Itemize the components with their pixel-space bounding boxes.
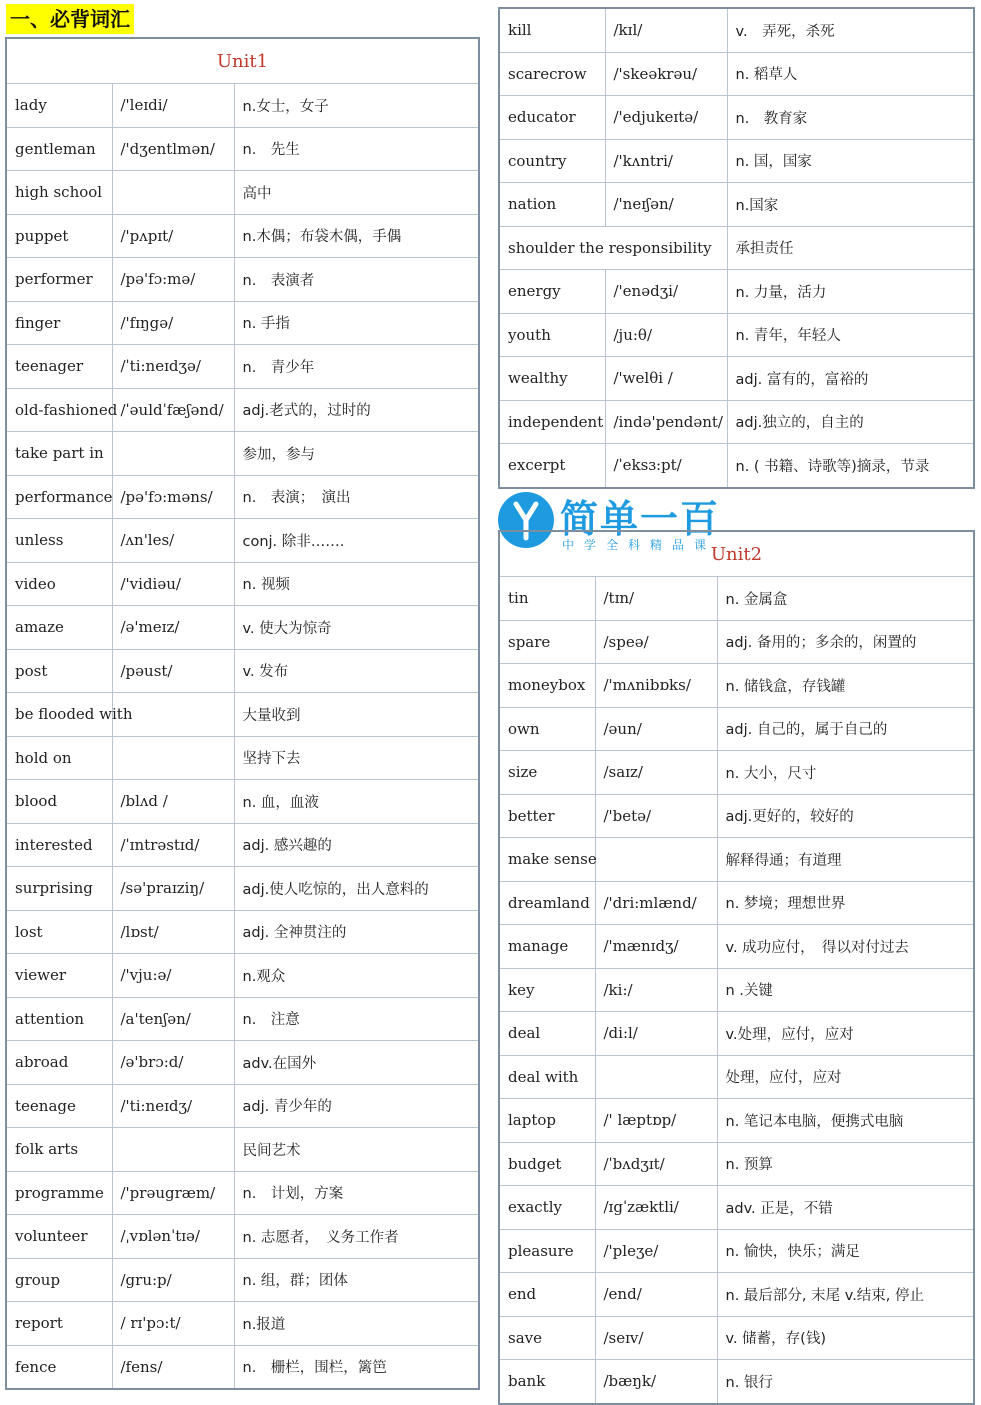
vocab-phonetic: /blʌd / (112, 780, 234, 824)
vocab-row (6, 1345, 479, 1389)
vocab-word: abroad (6, 1041, 112, 1085)
vocab-word: old-fashioned (6, 388, 112, 432)
vocab-word: key (499, 968, 595, 1012)
vocab-phonetic: /lɒst/ (112, 910, 234, 954)
vocab-meaning: n.国家 (727, 183, 974, 227)
section-title: 一、必背词汇 (6, 4, 134, 34)
vocab-word: save (499, 1316, 595, 1360)
vocab-row (6, 1084, 479, 1128)
vocab-row (499, 751, 974, 795)
vocab-word: take part in (6, 432, 112, 476)
vocab-phonetic (112, 432, 234, 476)
vocab-meaning: adj. 备用的；多余的，闲置的 (717, 620, 974, 664)
vocab-row (6, 214, 479, 258)
vocab-phonetic: /'dri:mlænd/ (595, 881, 717, 925)
vocab-row (499, 226, 974, 270)
vocab-meaning: v. 成功应付， 得以对付过去 (717, 925, 974, 969)
vocab-word: deal with (499, 1055, 595, 1099)
vocab-word: kill (499, 8, 605, 52)
vocab-meaning: v. 储蓄，存(钱) (717, 1316, 974, 1360)
vocab-phonetic: /ˈeksɜ:pt/ (605, 444, 727, 488)
vocab-phonetic: / rɪ'pɔ:t/ (112, 1302, 234, 1346)
vocab-word: performer (6, 258, 112, 302)
vocab-row (499, 1273, 974, 1317)
vocab-row (499, 968, 974, 1012)
vocab-word: video (6, 562, 112, 606)
vocab-row (6, 345, 479, 389)
vocab-meaning: n. 表演者 (234, 258, 479, 302)
vocab-word: moneybox (499, 664, 595, 708)
vocab-row (6, 127, 479, 171)
vocab-word: better (499, 794, 595, 838)
vocab-phonetic: /kɪl/ (605, 8, 727, 52)
vocab-meaning: adj. 全神贯注的 (234, 910, 479, 954)
vocab-word: youth (499, 313, 605, 357)
vocab-phonetic: /tɪn/ (595, 577, 717, 621)
vocab-word: nation (499, 183, 605, 227)
vocab-meaning: n. 力量，活力 (727, 270, 974, 314)
vocab-phonetic: /ˈti:neɪdʒə/ (112, 345, 234, 389)
vocab-meaning: n. 手指 (234, 301, 479, 345)
vocab-phonetic: /ˌvɒlənˈtɪə/ (112, 1215, 234, 1259)
vocab-phonetic: /' læptɒp/ (595, 1099, 717, 1143)
vocab-phonetic: /'prəugræm/ (112, 1171, 234, 1215)
vocab-row (6, 258, 479, 302)
vocab-row (499, 313, 974, 357)
vocab-meaning: adj. 感兴趣的 (234, 823, 479, 867)
vocab-row (6, 301, 479, 345)
vocab-meaning: 承担责任 (727, 226, 974, 270)
vocab-meaning: n .关键 (717, 968, 974, 1012)
vocab-word: group (6, 1258, 112, 1302)
vocab-row (499, 444, 974, 488)
vocab-word: wealthy (499, 357, 605, 401)
vocab-row (499, 8, 974, 52)
vocab-phonetic: /əun/ (595, 707, 717, 751)
vocab-word: hold on (6, 736, 112, 780)
vocab-phonetic: /pəust/ (112, 649, 234, 693)
vocab-word: shoulder the responsibility (499, 226, 727, 270)
logo-main-text: 简单一百 (560, 497, 721, 541)
vocab-word: manage (499, 925, 595, 969)
vocab-row (6, 1302, 479, 1346)
vocab-word: high school (6, 171, 112, 215)
vocab-phonetic: /'leɪdi/ (112, 84, 234, 128)
vocab-phonetic: /ʌn'les/ (112, 519, 234, 563)
vocab-word: tin (499, 577, 595, 621)
unit1-vocab-table-continued (498, 7, 975, 489)
vocab-meaning: n.观众 (234, 954, 479, 998)
unit2-title: Unit2 (499, 531, 974, 577)
vocab-meaning: adj.更好的，较好的 (717, 794, 974, 838)
vocab-meaning: n. 教育家 (727, 96, 974, 140)
vocab-meaning: n. 青年，年轻人 (727, 313, 974, 357)
vocab-phonetic (595, 838, 717, 882)
vocab-word: dreamland (499, 881, 595, 925)
vocab-phonetic: /fens/ (112, 1345, 234, 1389)
vocab-word: country (499, 139, 605, 183)
vocab-phonetic: /'vju:ə/ (112, 954, 234, 998)
vocab-meaning: v. 弄死，杀死 (727, 8, 974, 52)
vocab-phonetic: /'edjukeɪtə/ (605, 96, 727, 140)
vocab-word: performance (6, 475, 112, 519)
vocab-meaning: 高中 (234, 171, 479, 215)
vocab-word: end (499, 1273, 595, 1317)
vocab-row (6, 867, 479, 911)
vocab-phonetic: /'mænɪdʒ/ (595, 925, 717, 969)
vocab-row (499, 1186, 974, 1230)
vocab-meaning: n. 笔记本电脑，便携式电脑 (717, 1099, 974, 1143)
vocab-meaning: adj. 青少年的 (234, 1084, 479, 1128)
vocab-row (6, 1041, 479, 1085)
vocab-meaning: 解释得通；有道理 (717, 838, 974, 882)
vocab-word: educator (499, 96, 605, 140)
vocab-row (6, 1258, 479, 1302)
vocab-row (6, 954, 479, 998)
vocab-word: finger (6, 301, 112, 345)
vocab-phonetic: /ˈəuldˈfæʃənd/ (112, 388, 234, 432)
vocab-meaning: n. 表演； 演出 (234, 475, 479, 519)
vocab-row (499, 1142, 974, 1186)
vocab-meaning: n. 大小，尺寸 (717, 751, 974, 795)
vocab-phonetic: /'betə/ (595, 794, 717, 838)
vocab-phonetic: /ˈɪntrəstɪd/ (112, 823, 234, 867)
vocab-meaning: v. 发布 (234, 649, 479, 693)
vocab-word: independent (499, 400, 605, 444)
vocab-row (499, 881, 974, 925)
vocab-row (6, 736, 479, 780)
vocab-word: pleasure (499, 1229, 595, 1273)
vocab-row (6, 84, 479, 128)
vocab-row (499, 96, 974, 140)
vocab-phonetic: /'enədʒi/ (605, 270, 727, 314)
vocab-word: make sense (499, 838, 595, 882)
vocab-row (499, 664, 974, 708)
vocab-word: excerpt (499, 444, 605, 488)
vocab-row (6, 649, 479, 693)
vocab-word: blood (6, 780, 112, 824)
vocab-row (499, 139, 974, 183)
vocab-meaning: n. 银行 (717, 1360, 974, 1404)
vocab-meaning: n. 最后部分, 末尾 v.结束, 停止 (717, 1273, 974, 1317)
vocab-meaning: n. 志愿者， 义务工作者 (234, 1215, 479, 1259)
vocab-phonetic: /'welθi / (605, 357, 727, 401)
unit1-vocab-table (5, 37, 480, 1390)
vocab-meaning: adj.老式的，过时的 (234, 388, 479, 432)
vocab-meaning: 大量收到 (234, 693, 479, 737)
vocab-row (6, 780, 479, 824)
vocab-meaning: adj. 自己的，属于自己的 (717, 707, 974, 751)
vocab-word: lost (6, 910, 112, 954)
vocab-row (499, 52, 974, 96)
vocab-phonetic: /'mʌnibɒks/ (595, 664, 717, 708)
vocab-phonetic: /saɪz/ (595, 751, 717, 795)
vocab-row (6, 997, 479, 1041)
vocab-meaning: n. 国，国家 (727, 139, 974, 183)
vocab-phonetic (112, 1128, 234, 1172)
vocab-phonetic (595, 1055, 717, 1099)
vocab-word: size (499, 751, 595, 795)
vocab-meaning: n. 先生 (234, 127, 479, 171)
vocab-row (499, 270, 974, 314)
vocab-phonetic: /'neɪʃən/ (605, 183, 727, 227)
vocab-word: energy (499, 270, 605, 314)
vocab-phonetic: /ju:θ/ (605, 313, 727, 357)
vocab-row (499, 400, 974, 444)
vocab-meaning: n.女士，女子 (234, 84, 479, 128)
vocab-meaning: n. 稻草人 (727, 52, 974, 96)
vocab-row (6, 562, 479, 606)
vocab-phonetic: /pə'fɔ:mə/ (112, 258, 234, 302)
vocab-row (499, 1360, 974, 1404)
vocab-word: viewer (6, 954, 112, 998)
vocab-meaning: 民间艺术 (234, 1128, 479, 1172)
vocab-word: be flooded with (6, 693, 112, 737)
vocab-row (6, 823, 479, 867)
vocab-meaning: n. 组，群；团体 (234, 1258, 479, 1302)
vocab-row (6, 1128, 479, 1172)
vocab-row (6, 693, 479, 737)
vocab-word: surprising (6, 867, 112, 911)
vocab-meaning: 处理，应付，应对 (717, 1055, 974, 1099)
vocab-phonetic: /'pleʒe/ (595, 1229, 717, 1273)
vocab-row (499, 1099, 974, 1143)
vocab-word: attention (6, 997, 112, 1041)
vocab-row (499, 1316, 974, 1360)
vocab-meaning: 坚持下去 (234, 736, 479, 780)
vocab-phonetic: /sə'praɪziŋ/ (112, 867, 234, 911)
vocab-word: teenage (6, 1084, 112, 1128)
vocab-meaning: v.处理，应付，应对 (717, 1012, 974, 1056)
vocab-word: own (499, 707, 595, 751)
vocab-phonetic: /speə/ (595, 620, 717, 664)
vocab-word: bank (499, 1360, 595, 1404)
vocab-word: laptop (499, 1099, 595, 1143)
vocab-row (499, 925, 974, 969)
vocab-phonetic: /'fɪŋgə/ (112, 301, 234, 345)
vocab-row (499, 707, 974, 751)
vocab-meaning: n. 视频 (234, 562, 479, 606)
vocab-row (499, 357, 974, 401)
vocab-meaning: 参加，参与 (234, 432, 479, 476)
vocab-phonetic: /di:l/ (595, 1012, 717, 1056)
vocab-meaning: adv. 正是，不错 (717, 1186, 974, 1230)
vocab-phonetic: /'skeəkrəu/ (605, 52, 727, 96)
vocab-row (499, 577, 974, 621)
vocab-phonetic: /'ti:neɪdʒ/ (112, 1084, 234, 1128)
vocab-word: folk arts (6, 1128, 112, 1172)
vocab-meaning: adj. 富有的，富裕的 (727, 357, 974, 401)
vocab-meaning: adv.在国外 (234, 1041, 479, 1085)
vocab-meaning: n. 计划，方案 (234, 1171, 479, 1215)
vocab-word: budget (499, 1142, 595, 1186)
vocab-meaning: v. 使大为惊奇 (234, 606, 479, 650)
logo-sub-text: 中学全科精品课 (562, 538, 717, 552)
vocab-row (499, 183, 974, 227)
vocab-word: puppet (6, 214, 112, 258)
vocab-phonetic (112, 736, 234, 780)
vocab-row (6, 910, 479, 954)
vocab-word: spare (499, 620, 595, 664)
vocab-meaning: n. ( 书籍、诗歌等)摘录，节录 (727, 444, 974, 488)
vocab-row (6, 475, 479, 519)
vocab-word: unless (6, 519, 112, 563)
vocab-row (6, 1171, 479, 1215)
vocab-word: exactly (499, 1186, 595, 1230)
vocab-phonetic: /'kʌntri/ (605, 139, 727, 183)
vocab-row (499, 1229, 974, 1273)
vocab-row (6, 432, 479, 476)
vocab-word: gentleman (6, 127, 112, 171)
vocab-meaning: n.木偶；布袋木偶，手偶 (234, 214, 479, 258)
vocab-meaning: conj. 除非……. (234, 519, 479, 563)
vocab-phonetic: /end/ (595, 1273, 717, 1317)
vocab-word: lady (6, 84, 112, 128)
vocab-phonetic: /bæŋk/ (595, 1360, 717, 1404)
vocab-row (499, 620, 974, 664)
unit2-vocab-table (498, 530, 975, 1405)
vocab-phonetic: /'vidiəu/ (112, 562, 234, 606)
vocab-meaning: adj.使人吃惊的，出人意料的 (234, 867, 479, 911)
vocab-row (499, 838, 974, 882)
vocab-word: teenager (6, 345, 112, 389)
vocab-meaning: n. 预算 (717, 1142, 974, 1186)
vocab-phonetic: /pə'fɔ:məns/ (112, 475, 234, 519)
vocab-row (6, 171, 479, 215)
vocab-phonetic (112, 171, 234, 215)
vocab-meaning: n. 梦境；理想世界 (717, 881, 974, 925)
vocab-row (6, 1215, 479, 1259)
vocab-row (6, 519, 479, 563)
vocab-word: volunteer (6, 1215, 112, 1259)
vocab-phonetic: /a'tenʃən/ (112, 997, 234, 1041)
vocab-meaning: adj.独立的，自主的 (727, 400, 974, 444)
vocab-phonetic: /'pʌpɪt/ (112, 214, 234, 258)
vocab-phonetic: /seɪv/ (595, 1316, 717, 1360)
vocab-meaning: n. 血，血液 (234, 780, 479, 824)
vocab-phonetic: /ɪgˈzæktli/ (595, 1186, 717, 1230)
vocab-meaning: n. 青少年 (234, 345, 479, 389)
vocab-word: programme (6, 1171, 112, 1215)
vocab-word: deal (499, 1012, 595, 1056)
vocab-meaning: n.报道 (234, 1302, 479, 1346)
vocab-meaning: n. 储钱盒，存钱罐 (717, 664, 974, 708)
vocab-word: post (6, 649, 112, 693)
vocab-phonetic: /'dʒentlmən/ (112, 127, 234, 171)
vocab-row (6, 388, 479, 432)
vocab-meaning: n. 栅栏，围栏，篱笆 (234, 1345, 479, 1389)
vocab-word: report (6, 1302, 112, 1346)
vocab-word: amaze (6, 606, 112, 650)
vocab-word: scarecrow (499, 52, 605, 96)
vocab-phonetic: /gru:p/ (112, 1258, 234, 1302)
vocab-row (499, 794, 974, 838)
unit1-title: Unit1 (6, 38, 479, 84)
vocab-meaning: n. 注意 (234, 997, 479, 1041)
vocab-row (499, 1012, 974, 1056)
vocab-phonetic: /ə'meɪz/ (112, 606, 234, 650)
vocab-phonetic: /ində'pendənt/ (605, 400, 727, 444)
vocab-row (6, 606, 479, 650)
vocab-meaning: n. 金属盒 (717, 577, 974, 621)
vocab-phonetic: /ə'brɔ:d/ (112, 1041, 234, 1085)
vocab-row (499, 1055, 974, 1099)
vocab-phonetic: /ki:/ (595, 968, 717, 1012)
vocab-word: interested (6, 823, 112, 867)
vocab-meaning: n. 愉快，快乐；满足 (717, 1229, 974, 1273)
vocab-phonetic: /ˈbʌdʒɪt/ (595, 1142, 717, 1186)
vocab-word: fence (6, 1345, 112, 1389)
